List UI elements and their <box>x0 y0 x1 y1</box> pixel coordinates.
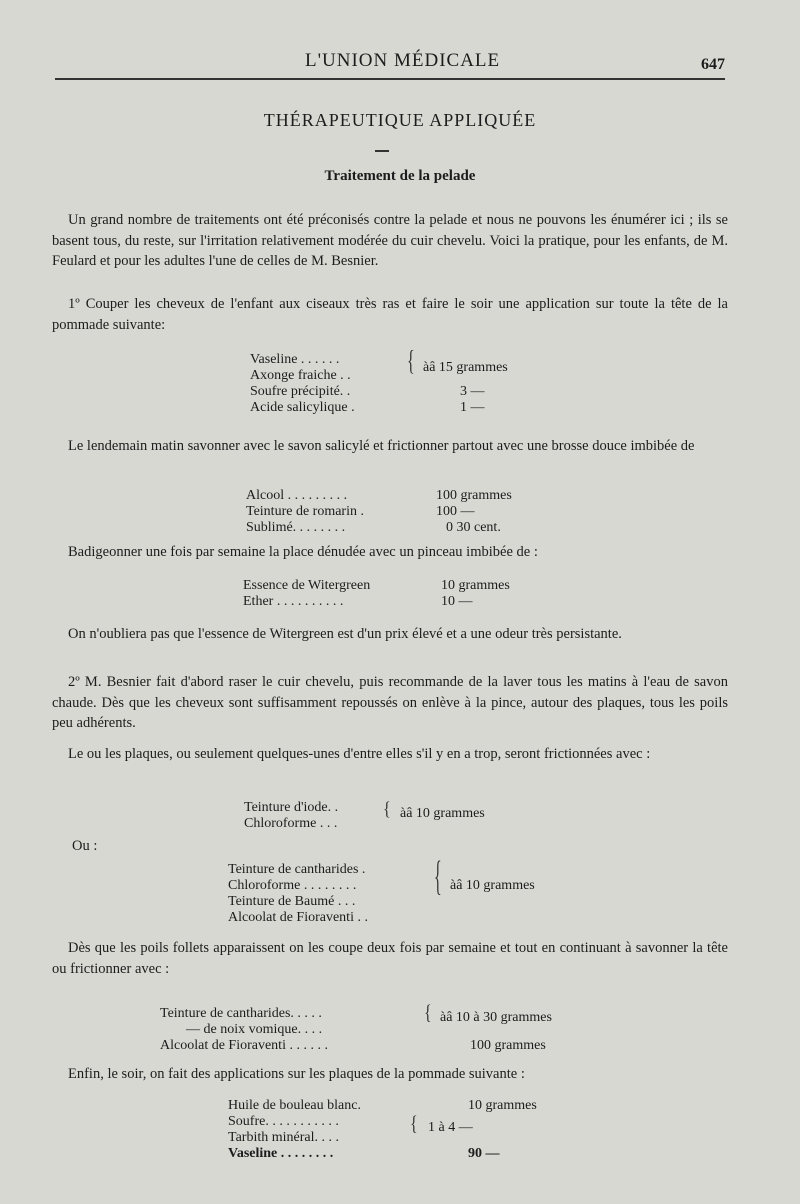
recipe-row: Teinture de cantharides . <box>228 862 366 877</box>
recipe-row: Alcoolat de Fioraventi . . <box>228 910 368 925</box>
article-subtitle: Traitement de la pelade <box>324 168 476 184</box>
paragraph-step-1: 1º Couper les cheveux de l'enfant aux ciseaux très ras et faire le soir une application sur toute la tête de la pommade suivante: <box>52 296 728 333</box>
running-title: L'UNION MÉDICALE <box>305 50 501 71</box>
brace: { <box>383 799 391 820</box>
recipe-row: Teinture de romarin . 100 — <box>246 504 475 519</box>
paragraph-poils-follets: Dès que les poils follets apparaissent on les coupe deux fois par semaine et tout en continuant à savonner la tête ou frictionner avec : <box>52 940 728 977</box>
recipe-row: Huile de bouleau blanc. 10 grammes <box>228 1098 537 1113</box>
paragraph-badigeonner: Badigeonner une fois par semaine la place dénudée avec un pinceau imbibée de : <box>68 544 538 560</box>
recipe-group-quantity: àâ 10 à 30 grammes <box>440 1010 552 1025</box>
paragraph-lendemain: Le lendemain matin savonner avec le savon salicylé et frictionner partout avec une brosse douce imbibée de <box>68 438 695 454</box>
recipe-row: Soufre. . . . . . . . . . . <box>228 1114 339 1129</box>
recipe-row: Alcoolat de Fioraventi . . . . . . 100 grammes <box>160 1038 546 1053</box>
recipe-row: Teinture de Baumé . . . <box>228 894 356 909</box>
recipe-pommade-bouleau <box>228 1098 537 1162</box>
recipe-row: Chloroforme . . . . . . . . <box>228 878 357 893</box>
recipe-row: Axonge fraiche . . <box>250 368 351 383</box>
title-separator <box>375 150 389 152</box>
recipe-row: Essence de Witergreen 10 grammes <box>243 578 510 593</box>
recipe-row: Chloroforme . . . <box>244 816 338 831</box>
recipe-row: Soufre précipité. . 3 — <box>250 384 485 399</box>
label-ou: Ou : <box>72 838 98 854</box>
recipe-row: Acide salicylique . 1 — <box>250 400 485 415</box>
recipe-group-quantity: àâ 10 grammes <box>450 878 535 893</box>
recipe-row: Vaseline . . . . . . . . 90 — <box>228 1146 500 1161</box>
recipe-row: Ether . . . . . . . . . . 10 — <box>243 594 473 609</box>
section-title: THÉRAPEUTIQUE APPLIQUÉE <box>263 110 537 130</box>
recipe-lotion-alcool <box>246 488 512 536</box>
paragraph-intro: Un grand nombre de traitements ont été préconisés contre la pelade et nous ne pouvons les énumérer ici ; ils se basent tous, du reste, sur l'irritation relativement modérée du cuir chevelu. Voici la pratique, pour les enfants, de M. Feulard et pour les adultes l'une de celles de M. Besnier. <box>52 212 728 269</box>
brace: { <box>434 855 442 900</box>
recipe-witergreen <box>243 578 510 610</box>
header-rule <box>55 78 725 80</box>
brace: { <box>407 346 415 378</box>
paragraph-enfin: Enfin, le soir, on fait des applications sur les plaques de la pommade suivante : <box>68 1066 525 1082</box>
page-number: 647 <box>701 56 725 73</box>
recipe-row: Vaseline . . . . . . <box>250 352 340 367</box>
recipe-row: Alcool . . . . . . . . . 100 grammes <box>246 488 512 503</box>
recipe-row: Teinture d'iode. . <box>244 800 339 815</box>
recipe-row: Teinture de cantharides. . . . . <box>160 1006 322 1021</box>
recipe-row: Tarbith minéral. . . . <box>228 1130 339 1145</box>
recipe-group-quantity: 1 à 4 — <box>428 1120 473 1135</box>
brace: { <box>410 1113 418 1136</box>
paragraph-plaques: Le ou les plaques, ou seulement quelques-unes d'entre elles s'il y en a trop, seront frictionnées avec : <box>68 746 651 762</box>
paragraph-step-2: 2º M. Besnier fait d'abord raser le cuir chevelu, puis recommande de la laver tous les matins à l'eau de savon chaude. Dès que les cheveux sont suffisamment repoussés on enlève à la pince, autour des plaques, tous les poils peu adhérents. <box>52 674 728 731</box>
page-header <box>55 50 725 84</box>
recipe-row: Sublimé. . . . . . . . 0 30 cent. <box>246 520 501 535</box>
recipe-group-quantity: àâ 15 grammes <box>423 360 508 375</box>
brace: { <box>424 1002 432 1025</box>
recipe-cantharides-baume <box>228 862 433 926</box>
recipe-row: — de noix vomique. . . . <box>186 1022 323 1037</box>
recipe-iode-chloroforme <box>244 800 384 832</box>
recipe-group-quantity: àâ 10 grammes <box>400 806 485 821</box>
paragraph-essence-note: On n'oubliera pas que l'essence de Witergreen est d'un prix élevé et a une odeur très persistante. <box>68 626 622 642</box>
